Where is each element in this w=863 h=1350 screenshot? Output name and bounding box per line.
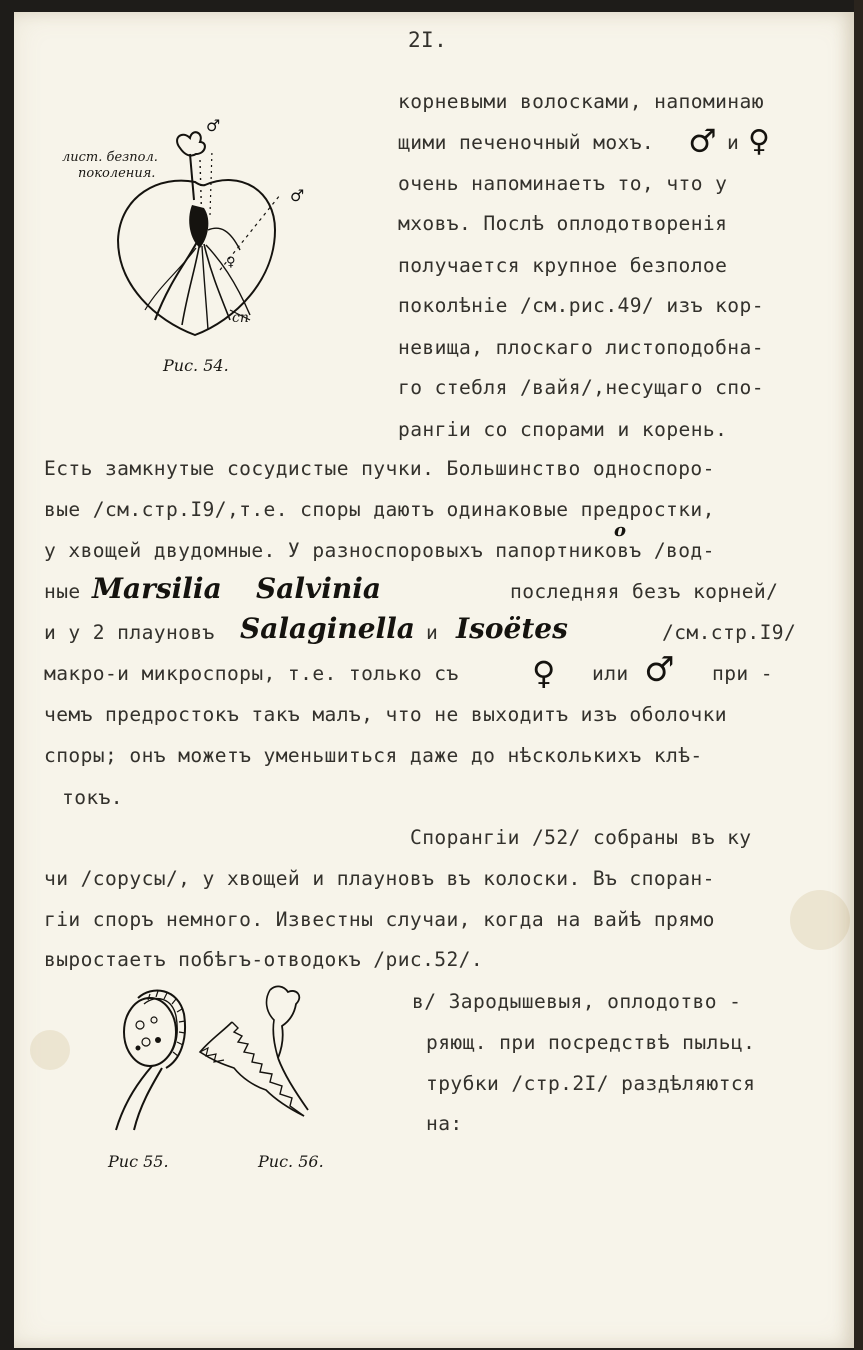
male-symbol-icon: ♂ [290,186,305,205]
text-line: рангіи со спорами и корень. [398,418,728,441]
text-line: последняя безъ корней/ [510,580,779,603]
text-line: или [592,662,629,685]
text-line: на: [426,1112,463,1135]
text-line: го стебля /вайя/,несущаго спо- [398,376,764,399]
figure-54-caption: Рис. 54. [163,356,229,375]
text-line: невища, плоскаго листоподобна- [398,336,764,359]
text-line: у хвощей двудомные. У разноспоровыхъ папортниковъ /вод- [44,539,715,562]
text-line: токъ. [62,786,123,809]
text-line: корневыми волосками, напоминаю [398,90,764,113]
text-line: щими печеночный мохъ. [398,131,655,154]
handwritten-salvinia: Salvinia [256,572,382,605]
text-line: выростаетъ побѣгъ-отводокъ /рис.52/. [44,948,484,971]
female-symbol-icon: ♀ [226,255,236,270]
page-number: 2I. [408,28,448,52]
handwritten-salaginella: Salaginella [240,612,415,645]
handwritten-isoetes: Isoëtes [456,612,568,645]
text-line: чемъ предростокъ такъ малъ, что не выходитъ изъ оболочки [44,703,727,726]
text-line: и [727,131,740,154]
female-symbol-icon: ♀ [532,654,556,692]
text-line: гіи споръ немного. Известны случаи, когда на вайѣ прямо [44,908,715,931]
male-symbol-icon: ♂ [206,116,221,135]
female-symbol-icon: ♀ [748,124,770,159]
figure-54-label-leaf: лист. безпол. [62,150,158,165]
text-line: при - [712,662,773,685]
text-line: и у 2 плауновъ [44,621,215,644]
text-line: и [426,621,439,644]
text-line: очень напоминаетъ то, что у [398,172,728,195]
handwritten-marsilia: Marsilia [92,572,222,605]
text-line: ные [44,580,81,603]
inserted-letter: o [614,520,627,541]
text-line: в/ Зародышевыя, оплодотво - [412,990,742,1013]
text-line: получается крупное безполое [398,254,728,277]
text-line: Спорангіи /52/ собраны въ ку [410,826,752,849]
text-line: поколѣніе /см.рис.49/ изъ кор- [398,294,764,317]
paper-stain [790,890,850,950]
figure-55-caption: Рис 55. [108,1152,169,1171]
figure-54-label-sp: сп [232,310,249,326]
male-symbol-icon: ♂ [688,122,717,160]
paper-stain [30,1030,70,1070]
figure-54-label-generation: поколения. [78,166,156,181]
text-line: вые /см.стр.I9/,т.е. споры даютъ одинаковые предростки, [44,498,715,521]
text-line: /см.стр.I9/ [662,621,797,644]
text-line: споры; онъ можетъ уменьшиться даже до нѣсколькихъ клѣ- [44,744,703,767]
figure-56-drawing [192,982,322,1132]
text-line: макро-и микроспоры, т.е. только съ [44,662,459,685]
text-line: ряющ. при посредствѣ пыльц. [426,1031,756,1054]
page-edge-shadow [854,0,863,1350]
text-line: мховъ. Послѣ оплодотворенія [398,212,728,235]
figure-56-caption: Рис. 56. [258,1152,324,1171]
text-line: Есть замкнутые сосудистые пучки. Большинство односпоро- [44,457,715,480]
text-line: чи /сорусы/, у хвощей и плауновъ въ колоски. Въ споран- [44,867,715,890]
text-line: трубки /стр.2I/ раздѣляются [426,1072,756,1095]
male-symbol-icon: ♂ [644,650,675,690]
